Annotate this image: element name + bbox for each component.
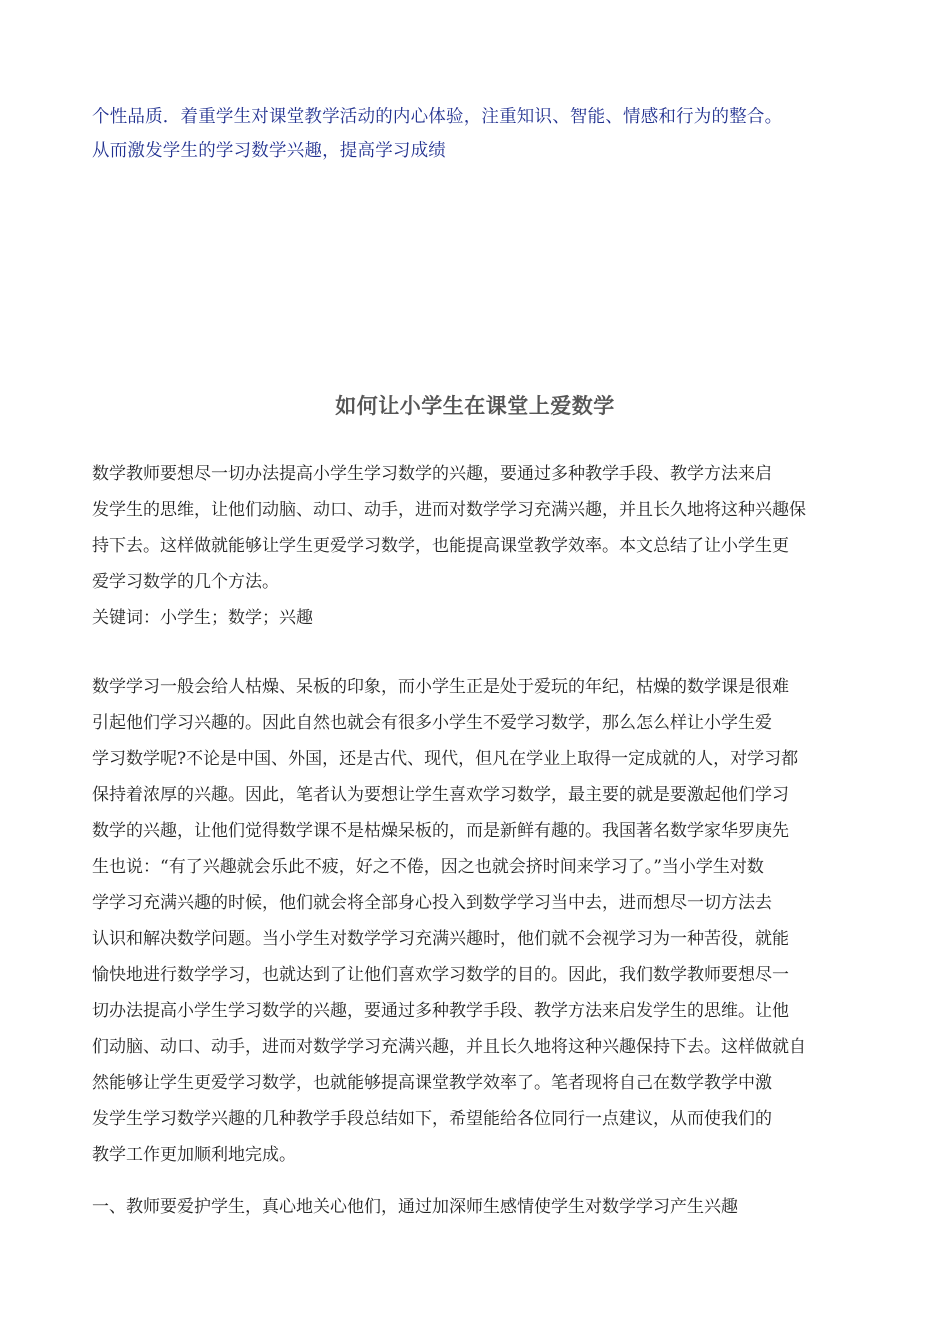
text-line: 发学生的思维，让他们动脑、动口、动手，进而对数学学习充满兴趣，并且长久地将这种兴趣保: [92, 500, 806, 520]
section-heading: 一、教师要爱护学生，真心地关心他们，通过加深师生感情使学生对数学学习产生兴趣: [92, 1197, 738, 1217]
text-line: 学习数学呢?不论是中国、外国，还是古代、现代，但凡在学业上取得一定成就的人，对学习都: [92, 749, 799, 769]
text-line: 切办法提高小学生学习数学的兴趣，要通过多种教学手段、教学方法来启发学生的思维。让他: [92, 1001, 789, 1021]
text-line: 数学学习一般会给人枯燥、呆板的印象，而小学生正是处于爱玩的年纪，枯燥的数学课是很难: [92, 677, 789, 697]
text-line: 愉快地进行数学学习，也就达到了让他们喜欢学习数学的目的。因此，我们数学教师要想尽一: [92, 965, 789, 985]
text-line: 然能够让学生更爱学习数学，也就能够提高课堂教学效率了。笔者现将自己在数学教学中激: [92, 1073, 772, 1093]
text-line: 发学生学习数学兴趣的几种教学手段总结如下，希望能给各位同行一点建议，从而使我们的: [92, 1109, 772, 1129]
abstract-paragraph: [92, 456, 862, 600]
text-line: 爱学习数学的几个方法。: [92, 572, 279, 592]
text-line: 学学习充满兴趣的时候，他们就会将全部身心投入到数学学习当中去，进而想尽一切方法去: [92, 893, 772, 913]
keywords-line: 关键词：小学生；数学；兴趣: [92, 608, 313, 628]
main-paragraph: [92, 669, 862, 1173]
text-line: 持下去。这样做就能够让学生更爱学习数学，也能提高课堂教学效率。本文总结了让小学生更: [92, 536, 789, 556]
text-line: 生也说：“有了兴趣就会乐此不疲，好之不倦，因之也就会挤时间来学习了。”当小学生对数: [92, 857, 764, 877]
continued-paragraph: [92, 100, 872, 168]
text-line: 引起他们学习兴趣的。因此自然也就会有很多小学生不爱学习数学，那么怎么样让小学生爱: [92, 713, 772, 733]
text-line: 们动脑、动口、动手，进而对数学学习充满兴趣，并且长久地将这种兴趣保持下去。这样做就自: [92, 1037, 806, 1057]
text-line: 从而激发学生的学习数学兴趣，提高学习成绩: [92, 141, 446, 161]
text-line: 数学教师要想尽一切办法提高小学生学习数学的兴趣，要通过多种教学手段、教学方法来启: [92, 464, 772, 484]
text-line: 个性品质．着重学生对课堂教学活动的内心体验，注重知识、智能、情感和行为的整合。: [92, 107, 783, 127]
text-line: 教学工作更加顺利地完成。: [92, 1145, 296, 1165]
text-line: 保持着浓厚的兴趣。因此，笔者认为要想让学生喜欢学习数学，最主要的就是要激起他们学习: [92, 785, 789, 805]
article-title: 如何让小学生在课堂上爱数学: [335, 394, 615, 418]
text-line: 数学的兴趣，让他们觉得数学课不是枯燥呆板的，而是新鲜有趣的。我国著名数学家华罗庚先: [92, 821, 789, 841]
text-line: 认识和解决数学问题。当小学生对数学学习充满兴趣时，他们就不会视学习为一种苦役，就能: [92, 929, 789, 949]
